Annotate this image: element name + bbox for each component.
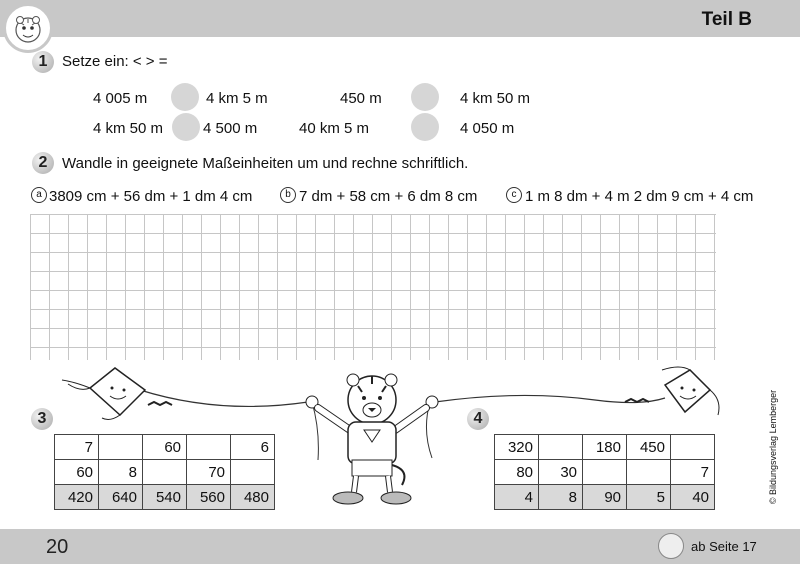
compare-answer-circle[interactable] [171,83,199,111]
table-cell[interactable]: 6 [231,435,275,460]
tiger-logo [3,3,53,53]
result-cell: 4 [495,485,539,510]
table-cell[interactable]: 60 [55,460,99,485]
item-letter: c [506,187,522,203]
task-number-badge: 4 [467,408,489,430]
compare-right: 4 km 5 m [206,90,268,107]
result-cell: 5 [627,485,671,510]
compare-right: 4 km 50 m [460,90,531,107]
task4-table [494,434,715,510]
copyright-notice [757,372,789,522]
result-cell: 8 [539,485,583,510]
expression-a: 3809 cm + 56 dm + 1 dm 4 cm [49,188,253,205]
table-cell[interactable] [231,460,275,485]
result-cell: 480 [231,485,275,510]
table-cell[interactable]: 320 [495,435,539,460]
table-cell[interactable]: 180 [583,435,627,460]
compare-answer-circle[interactable] [411,113,439,141]
task2-instruction: Wandle in geeignete Maßeinheiten um und rechne schriftlich. [62,155,469,172]
section-title: Teil B [701,9,752,30]
compare-right: 4 050 m [460,120,515,137]
compare-left: 4 km 50 m [93,120,164,137]
copyright-text: © Bildungsverlag Lemberger [768,389,778,505]
table-cell[interactable]: 80 [495,460,539,485]
result-cell: 420 [55,485,99,510]
table-cell[interactable] [187,435,231,460]
table-cell[interactable] [583,460,627,485]
compare-right: 4 500 m [203,120,258,137]
tiger-character-icon [306,374,438,504]
result-cell: 560 [187,485,231,510]
table-cell[interactable]: 7 [55,435,99,460]
result-cell: 90 [583,485,627,510]
table-cell[interactable] [99,435,143,460]
table-cell[interactable] [627,460,671,485]
table-cell[interactable]: 30 [539,460,583,485]
tiger-reference-icon [658,533,684,559]
compare-answer-circle[interactable] [172,113,200,141]
task-number-badge: 1 [32,51,54,73]
table-cell[interactable]: 8 [99,460,143,485]
table-cell[interactable]: 70 [187,460,231,485]
item-letter: a [31,187,47,203]
calculation-grid[interactable] [30,214,716,360]
task3-table [54,434,275,510]
header-bar [0,0,800,37]
result-cell: 540 [143,485,187,510]
item-letter: b [280,187,296,203]
table-cell[interactable] [143,460,187,485]
table-cell[interactable]: 60 [143,435,187,460]
kite-right-icon [625,367,719,415]
kite-left-icon [62,368,172,419]
compare-left: 450 m [340,90,382,107]
result-cell: 40 [671,485,715,510]
page-number: 20 [46,536,69,558]
expression-b: 7 dm + 58 cm + 6 dm 8 cm [299,188,478,205]
task-number-badge: 3 [31,408,53,430]
result-cell: 640 [99,485,143,510]
compare-left: 40 km 5 m [299,120,370,137]
task1-instruction: Setze ein: < > = [62,53,168,70]
table-cell[interactable]: 450 [627,435,671,460]
compare-left: 4 005 m [93,90,148,107]
table-cell[interactable] [539,435,583,460]
expression-c: 1 m 8 dm + 4 m 2 dm 9 cm + 4 cm [525,188,754,205]
task-number-badge: 2 [32,152,54,174]
page-reference: ab Seite 17 [691,539,757,554]
tiger-face-icon [12,14,44,46]
table-cell[interactable]: 7 [671,460,715,485]
table-cell[interactable] [671,435,715,460]
compare-answer-circle[interactable] [411,83,439,111]
